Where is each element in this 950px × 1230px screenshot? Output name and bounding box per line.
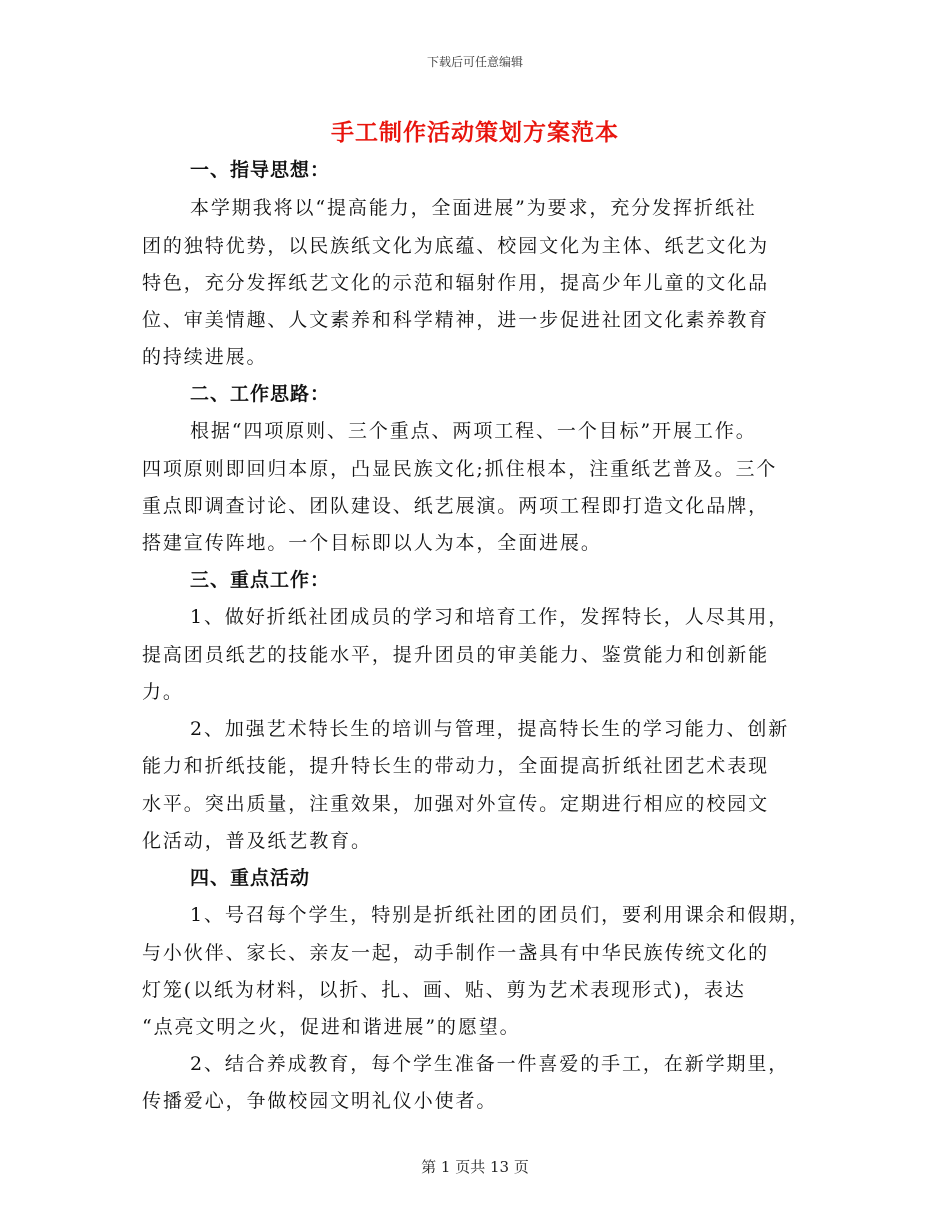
paragraph-line: 特色，充分发挥纸艺文化的示范和辐射作用，提高少年儿童的文化品 bbox=[142, 272, 770, 294]
paragraph-line: 2、结合养成教育，每个学生准备一件喜爱的手工，在新学期里， bbox=[190, 1053, 790, 1075]
paragraph-line: 化活动，普及纸艺教育。 bbox=[142, 830, 372, 852]
paragraph-line: 水平。突出质量，注重效果，加强对外宣传。定期进行相应的校园文 bbox=[142, 793, 770, 815]
document-title: 手工制作活动策划方案范本 bbox=[331, 119, 619, 146]
page-footer: 第 1 页共 13 页 bbox=[421, 1158, 529, 1176]
paragraph-line: 搭建宣传阵地。一个目标即以人为本，全面进展。 bbox=[142, 532, 602, 554]
paragraph-line: 位、审美情趣、人文素养和科学精神，进一步促进社团文化素养教育 bbox=[142, 309, 770, 331]
section-heading: 一、指导思想： bbox=[190, 159, 331, 181]
paragraph-line: 的持续进展。 bbox=[142, 346, 268, 368]
paragraph-line: 四项原则即回归本原，凸显民族文化;抓住根本，注重纸艺普及。三个 bbox=[142, 458, 778, 480]
paragraph-line: 力。 bbox=[142, 681, 184, 703]
paragraph-line: 灯笼(以纸为材料，以折、扎、画、贴、剪为艺术表现形式)，表达 bbox=[142, 979, 746, 1001]
paragraph-line: 重点即调查讨论、团队建设、纸艺展演。两项工程即打造文化品牌， bbox=[142, 495, 770, 517]
paragraph-line: 本学期我将以“提高能力，全面进展”为要求，充分发挥折纸社 bbox=[190, 197, 757, 219]
paragraph-line: 能力和折纸技能，提升特长生的带动力，全面提高折纸社团艺术表现 bbox=[142, 755, 770, 777]
paragraph-line: 1、号召每个学生，特别是折纸社团的团员们，要利用课余和假期， bbox=[190, 904, 811, 926]
paragraph-line: 2、加强艺术特长生的培训与管理，提高特长生的学习能力、创新 bbox=[190, 718, 790, 740]
paragraph-line: 提高团员纸艺的技能水平，提升团员的审美能力、鉴赏能力和创新能 bbox=[142, 644, 770, 666]
paragraph-line: “点亮文明之火，促进和谐进展”的愿望。 bbox=[142, 1016, 521, 1038]
paragraph-line: 根据“四项原则、三个重点、两项工程、一个目标”开展工作。 bbox=[190, 420, 757, 442]
paragraph-line: 传播爱心，争做校园文明礼仪小使者。 bbox=[142, 1090, 498, 1112]
paragraph-line: 团的独特优势，以民族纸文化为底蕴、校园文化为主体、纸艺文化为 bbox=[142, 235, 770, 257]
section-heading: 三、重点工作： bbox=[190, 569, 331, 591]
header-note: 下载后可任意编辑 bbox=[426, 55, 523, 69]
paragraph-line: 1、做好折纸社团成员的学习和培育工作，发挥特长，人尽其用， bbox=[190, 606, 790, 628]
paragraph-line: 与小伙伴、家长、亲友一起，动手制作一盏具有中华民族传统文化的 bbox=[142, 942, 770, 964]
section-heading: 四、重点活动 bbox=[190, 867, 311, 889]
section-heading: 二、工作思路： bbox=[190, 383, 331, 405]
